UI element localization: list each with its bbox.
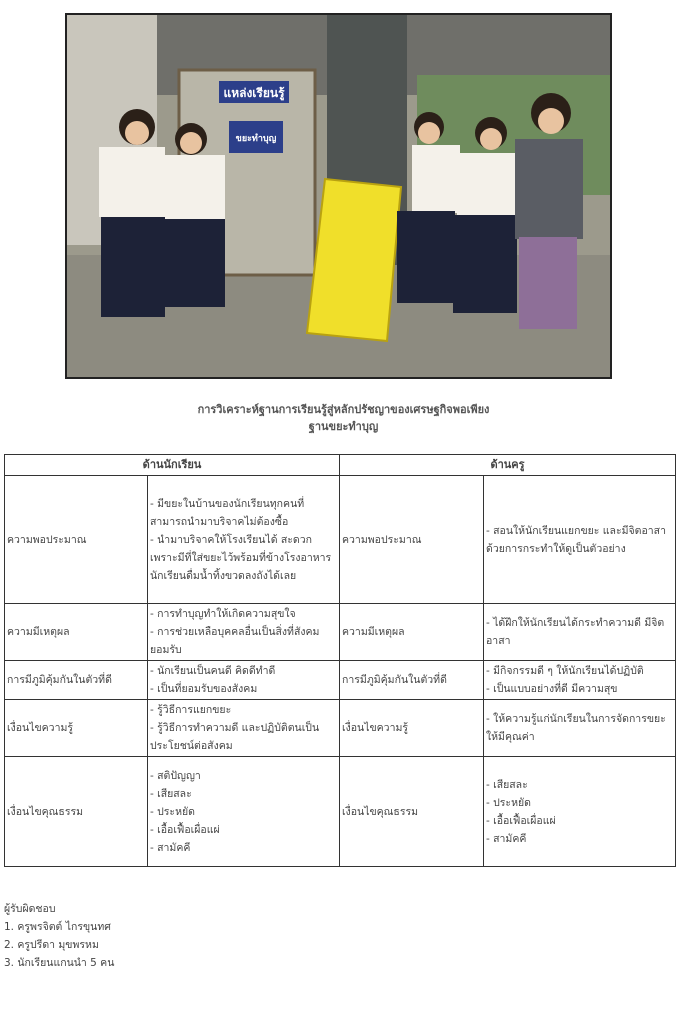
table-header-row xyxy=(5,455,676,476)
list-item: - ได้ฝึกให้นักเรียนได้กระทำความดี มีจิตอาสา xyxy=(486,617,665,647)
table-row xyxy=(5,476,676,604)
row-label-teacher: เงื่อนไขคุณธรรม xyxy=(340,757,484,867)
responsible-section xyxy=(4,900,114,972)
list-item: - เป็นที่ยอมรับของสังคม xyxy=(150,683,258,695)
list-item: - เสียสละ xyxy=(150,787,192,800)
list-item: - ให้ความรู้แก่นักเรียนในการจัดการขยะให้มีคุณค่า xyxy=(486,713,666,743)
row-items-teacher xyxy=(484,700,676,757)
photo-sign-2: ขยะทำบุญ xyxy=(235,134,277,144)
list-item: - เสียสละ xyxy=(486,778,528,791)
photo-sign-1: แหล่งเรียนรู้ xyxy=(223,86,285,100)
list-item: - สามัคคี xyxy=(150,841,191,854)
list-item: - ประหยัด xyxy=(150,805,195,818)
row-items-teacher xyxy=(484,604,676,661)
list-item: - การทำบุญทำให้เกิดความสุขใจ xyxy=(150,608,296,620)
list-item: 3. นักเรียนแกนนำ 5 คน xyxy=(4,957,115,969)
list-item: - นักเรียนเป็นคนดี คิดดีทำดี xyxy=(150,665,276,677)
row-label-student: ความมีเหตุผล xyxy=(5,604,148,661)
list-item: - เอื้อเฟื้อเผื่อแผ่ xyxy=(150,823,220,836)
table-row xyxy=(5,604,676,661)
row-items-student xyxy=(148,661,340,700)
list-item: - สอนให้นักเรียนแยกขยะ และมีจิตอาสาด้วยการกระทำให้ดูเป็นตัวอย่าง xyxy=(486,524,666,555)
row-label-student: เงื่อนไขความรู้ xyxy=(5,700,148,757)
list-item: 2. ครูปรีดา มุขพรหม xyxy=(4,939,99,951)
analysis-table xyxy=(4,454,676,867)
list-item: - รู้วิธีการทำความดี และปฏิบัติตนเป็นประโยชน์ต่อสังคม xyxy=(150,722,320,752)
list-item: - ประหยัด xyxy=(486,796,531,809)
row-items-student xyxy=(148,604,340,661)
row-label-student: เงื่อนไขคุณธรรม xyxy=(5,757,148,867)
row-label-teacher: ความพอประมาณ xyxy=(340,476,484,604)
table-row xyxy=(5,661,676,700)
activity-photo xyxy=(65,13,612,379)
list-item: - รู้วิธีการแยกขยะ xyxy=(150,704,232,716)
header-teachers: ด้านครู xyxy=(340,455,676,476)
row-items-student xyxy=(148,700,340,757)
row-label-teacher: ความมีเหตุผล xyxy=(340,604,484,661)
list-item: - สติปัญญา xyxy=(150,769,201,782)
row-label-teacher: การมีภูมิคุ้มกันในตัวที่ดี xyxy=(340,661,484,700)
page-title: การวิเคราะห์ฐานการเรียนรู้สู่หลักปรัชญาของเศรษฐกิจพอเพียง xyxy=(197,403,490,416)
row-label-teacher: เงื่อนไขความรู้ xyxy=(340,700,484,757)
list-item: - เป็นแบบอย่างที่ดี มีความสุข xyxy=(486,683,618,695)
row-label-student: ความพอประมาณ xyxy=(5,476,148,604)
row-items-student xyxy=(148,757,340,867)
row-items-teacher xyxy=(484,757,676,867)
row-items-teacher xyxy=(484,661,676,700)
list-item: - สามัคคี xyxy=(486,832,527,845)
header-students: ด้านนักเรียน xyxy=(5,455,340,476)
list-item: - การช่วยเหลือบุคคลอื่นเป็นสิ่งที่สังคมยอมรับ xyxy=(150,626,320,656)
list-item: - นำมาบริจาคให้โรงเรียนได้ สะดวก เพราะมีที่ใส่ขยะไว้พร้อมที่ข้างโรงอาหาร นักเรียนดื่มน้ำทิ้งขวดลงถังได้เลย xyxy=(150,533,332,582)
row-items-student xyxy=(148,476,340,604)
list-item: - เอื้อเฟื้อเผื่อแผ่ xyxy=(486,814,556,827)
responsible-list xyxy=(4,918,114,972)
list-item: 1. ครูพรจิตต์ ไกรขุนทศ xyxy=(4,921,111,933)
row-label-student: การมีภูมิคุ้มกันในตัวที่ดี xyxy=(5,661,148,700)
list-item: - มีขยะในบ้านของนักเรียนทุกคนที่สามารถนำมาบริจาคไม่ต้องซื้อ xyxy=(150,497,305,528)
photo-illustration xyxy=(67,15,610,377)
table-row xyxy=(5,757,676,867)
table-row xyxy=(5,700,676,757)
page-subtitle: ฐานขยะทำบุญ xyxy=(308,420,379,433)
row-items-teacher xyxy=(484,476,676,604)
responsible-heading: ผู้รับผิดชอบ xyxy=(4,903,56,915)
list-item: - มีกิจกรรมดี ๆ ให้นักเรียนได้ปฏิบัติ xyxy=(486,665,644,677)
